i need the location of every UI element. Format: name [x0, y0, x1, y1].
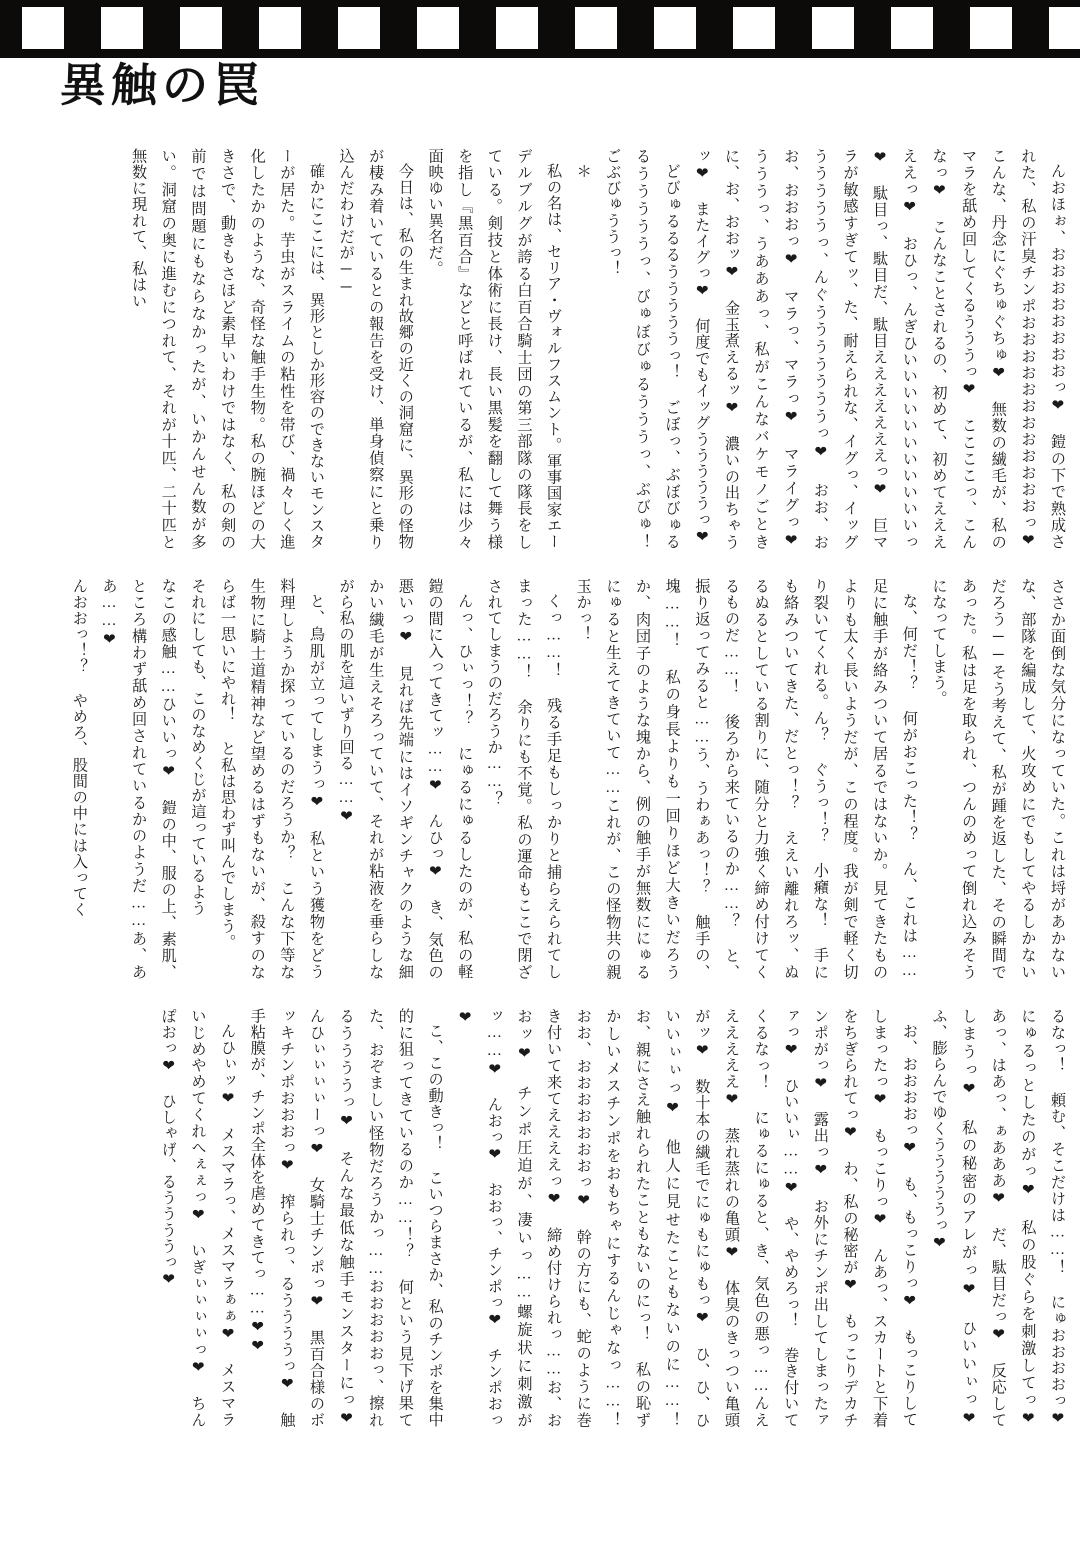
paragraph: ささか面倒な気分になっていた。これは埒があかないな、部隊を編成して、火攻めにでもしてやるしかないだろう──そう考えて、私が踵を返した、その瞬間であった。私は足を取られ、つんのめって倒れ込みそうになってしまう。 — [930, 578, 1066, 980]
film-sprocket-hole — [575, 7, 617, 49]
film-sprocket-hole — [496, 7, 538, 49]
film-sprocket-hole — [1049, 7, 1080, 49]
paragraph: くっ……！ 残る手足もしっかりと捕らえられてしまった……！ 余りにも不覚。私の運命もここで閉ざされてしまうのだろうか……？ — [485, 578, 563, 980]
film-sprocket-hole — [259, 7, 301, 49]
paragraph: んおほぉ、おおおおおおおおっ❤ 鎧の下で熟成された、私の汗臭チンポおおおおおおおおおおおおっ❤ こんな、丹念にぐちゅぐちゅ❤ 無数の繊毛が、私のマラを舐め回してくるうううっ❤ ここここっ、こんなっ❤ こんなことされるの、初めて、初めてえええええっ❤ おひっ、んぎひいいいいいいいいいいいっ❤ 駄目っ、駄目だ、駄目えええええええっ❤ 巨マラが敏感すぎてッ、た、耐えられな、イグっ、イッグうううううっ、んぐうううううううっ❤ おお、おお、おおおっ❤ マラっ、マラっ❤ マライグっ❤ うううっ、うあああっ、私がこんなバケモノごときに、お、おおッ❤ 金玉煮えるッ❤ 濃いの出ちゃうッ❤ またイグっ❤ 何度でもイッグうううううっ❤ — [693, 148, 1066, 550]
paragraph: どびゅるるるうううううっ！ ごぼっ、ぶぼびゅるるうううううっ、びゅぼびゅるうううっ、ぶびゅ！ ごぶびゅううっ！ — [604, 148, 681, 550]
paragraph: 私の名は、セリア・ヴォルフスムント。軍事国家エーデルブルグが誇る白百合騎士団の第三部隊の隊長をしている。剣技と体術に長け、長い黒髪を翻して舞う様を指し『黒百合』などと呼ばれているが、私には少々面映ゆい異名だ。 — [426, 148, 563, 550]
film-strip-decoration — [0, 0, 1080, 55]
film-sprocket-hole — [180, 7, 222, 49]
film-sprocket-hole — [733, 7, 775, 49]
paragraph: それにしても、このなめくじが這っているよう — [189, 578, 207, 917]
story-text-block-2 — [62, 578, 1072, 980]
paragraph: な、何だ！？ 何がおこった！？ ん、これは……足に触手が絡みついて居るではないか。見てきたものよりも太く長いようだが、この程度。我が剣で軽く切り裂いてくれる。ん？ ぐうっ！？ 小癪な！ 手にも絡みついてきた、だとっ！？ ええい離れろッ、ぬるぬるとしている割りに、随分と力強く締め付けてくるものだ……！ 後ろから来ているのか……？ と、振り返ってみると……う、うわぁあっ！？ 触手の、塊……！ 私の身長よりも一回りほど大きいだろうか、肉団子のような塊から、例の触手が無数ににゅるにゅると生えてきていて……これが、この怪物共の親玉かっ！ — [574, 578, 918, 980]
film-sprocket-hole — [812, 7, 854, 49]
story-text-block-3 — [62, 1008, 1072, 1428]
film-sprocket-hole — [101, 7, 143, 49]
paragraph: んひぃッ❤ メスマラっ、メスマラぁぁ❤ メスマラいじめやめてくれへぇぇっ❤ いぎぃぃぃぃっ❤ ちんぽおっ❤ ひしゃげ、るううううっ❤ — [159, 1008, 237, 1428]
paragraph: と、鳥肌が立ってしまうっ❤ 私という獲物をどう料理しようか探っているのだろうか？ こんな下等な生物に騎士道精神など望めるはずもないが、殺すのならば一思いにやれ！ と私は思わず叫んでしまう。 — [219, 578, 325, 980]
film-sprocket-hole — [338, 7, 380, 49]
paragraph: るなっ！ 頼む、そこだけは……！ にゅおおおおっ❤ にゅるっとしたのがっ❤ 私の股ぐらを刺激してっ❤ あっ、はあっ、ぁあああ❤ だ、駄目だっ❤ 反応してしまうっ❤ 私の秘密のアレがっ❤ ひいいぃっ❤ ふ、膨らんでゆくうううううっ❤ — [930, 1008, 1066, 1428]
film-sprocket-hole — [417, 7, 459, 49]
paragraph: 今日は、私の生まれ故郷の近くの洞窟に、異形の怪物が棲み着いているとの報告を受け、単身偵察にと乗り込んだわけだが── — [337, 148, 414, 550]
paragraph: 確かにここには、異形としか形容のできないモンスターが居た。芋虫がスライムの粘性を帯び、禍々しく進化したかのような、奇怪な触手生物。私の腕ほどの大きさで、動きもさほど素早いわけではなく、私の剣の前では問題にもならなかったが、いかんせん数が多い。洞窟の奥に進むにつれて、それが十匹、二十匹と無数に現れて、私はい — [130, 148, 325, 550]
film-sprocket-hole — [22, 7, 64, 49]
paragraph: なこの感触……ひいいっ❤ 鎧の中、服の上、素肌、ところ構わず舐め回されているかのようだ……あ、ああ……❤ — [100, 578, 177, 980]
story-text-block-1 — [62, 148, 1072, 550]
section-separator-asterisk: ＊ — [574, 163, 592, 179]
film-sprocket-hole — [970, 7, 1012, 49]
paragraph: んおおっ！？ やめろ、股間の中には入ってく — [70, 578, 88, 918]
paragraph: んっ、ひぃっ！？ にゅるにゅるしたのが、私の軽鎧の間に入ってきてッ……❤ んひっ❤ き、気色の悪いっ❤ 見れば先端にはイソギンチャクのような細かい繊毛が生えそろっていて、それが粘液を垂らしながら私の肌を這いずり回る……❤ — [337, 578, 474, 980]
film-sprocket-hole — [891, 7, 933, 49]
paragraph: こ、この動きっ！ こいつらまさか、私のチンポを集中的に狙ってきているのか……！？ 何という見下げ果てた、おぞましい怪物だろうかっ……おおおおおっ、擦れるううううっ❤ そんな最低な触手モンスターにっ❤ んひぃぃぃぃーっ❤ 女騎士チンポっ❤ 黒百合様のボッキチンポおおおっ❤ 搾られっ、るううううっ❤ 触手粘膜が、チンポ全体を虐めてきてっ……❤❤ — [248, 1008, 444, 1428]
paragraph: お、おおおおっ❤ も、もっこりっ❤ もっこりしてしまったっ❤ もっこりっ❤ んあっ、スカートと下着をちぎられてっ❤ わ、私の秘密が❤ もっこりデカチンポがっ❤ 露出っ❤ お外にチンポ出してしまったァァっ❤ ひいいぃ……❤ や、やめろっ！ 巻き付いてくるなっ！ にゅるにゅると、き、気色の悪っ……んええええええ❤ 蒸れ蒸れの亀頭❤ 体臭のきっつい亀頭がッ❤ 数十本の繊毛でにゅもにゅもっ❤ ひ、ひ、ひいいぃぃっ❤ 他人に見せたこともないのに……！ お、親にさえ触れられたこともないのにっ！ 私の恥ずかしいメスチンポをおもちゃにするんじゃなっ……！ おお、おおおおおおおっ❤ 幹の方にも、蛇のように巻き付いて来てええええっ❤ 締め付けられっ……お、おおッ❤ チンポ圧迫が、凄いっ……螺旋状に刺激がッ……❤ んおっ❤ おおっ、チンポっ❤ チンポおっ❤ — [456, 1008, 918, 1428]
page-title: 異触の罠 — [59, 58, 265, 112]
film-sprocket-hole — [654, 7, 696, 49]
